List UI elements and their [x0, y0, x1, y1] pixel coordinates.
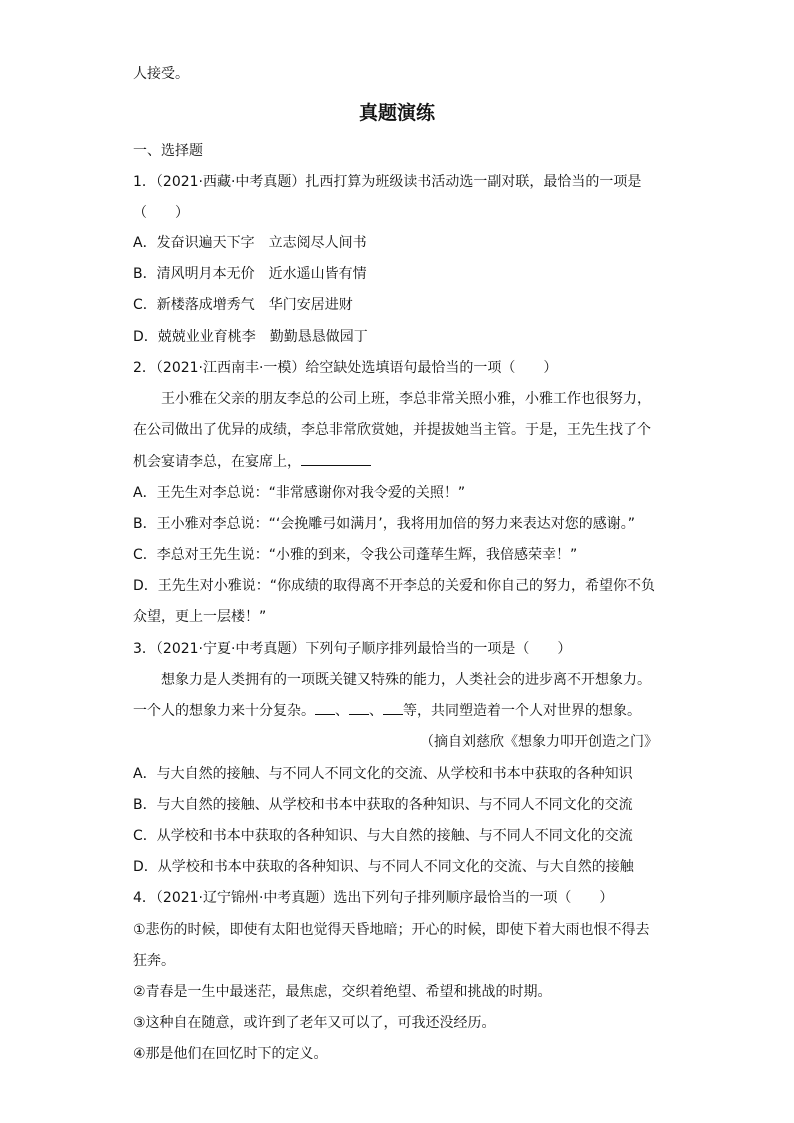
q1-option-b: B．清风明月本无价 近水遥山皆有情 — [133, 266, 367, 282]
section-heading: 一、选择题 — [133, 143, 203, 159]
q2-option-b: B．王小雅对李总说：“‘会挽雕弓如满月’，我将用加倍的努力来表达对您的感谢。” — [133, 516, 636, 532]
q1-option-a: A．发奋识遍天下字 立志阅尽人间书 — [133, 235, 367, 251]
page-title: 真题演练 — [358, 102, 435, 124]
q2-passage-line — [133, 451, 371, 472]
separator: 、 — [335, 703, 349, 719]
q3-stem: 3．（2021·宁夏·中考真题）下列句子顺序排列最恰当的一项是（ ） — [133, 641, 572, 657]
carryover-text: 人接受。 — [133, 66, 189, 82]
q4-item-3: ③这种自在随意，或许到了老年又可以了，可我还没经历。 — [133, 1015, 496, 1031]
q3-option-a: A．与大自然的接触、与不同人不同文化的交流、从学校和书本中获取的各种知识 — [133, 766, 633, 782]
q1-option-c: C．新楼落成增秀气 华门安居进财 — [133, 297, 353, 313]
answer-blank — [349, 701, 369, 715]
q3-passage-text: 一个人的想象力来十分复杂。 — [133, 703, 315, 719]
q1-stem: 1．（2021·西藏·中考真题）扎西打算为班级读书活动选一副对联，最恰当的一项是 — [133, 174, 642, 190]
q2-option-d-cont: 众望，更上一层楼！” — [133, 609, 267, 625]
q2-option-c: C．李总对王先生说：“小雅的到来，令我公司蓬荜生辉，我倍感荣幸！” — [133, 547, 578, 563]
answer-blank — [301, 451, 371, 466]
q1-option-d: D．兢兢业业育桃李 勤勤恳恳做园丁 — [133, 329, 368, 345]
q2-option-a: A．王先生对李总说：“非常感谢你对我令爱的关照！” — [133, 485, 466, 501]
q2-option-d: D．王先生对小雅说：“你成绩的取得离不开李总的关爱和你自己的努力，希望你不负 — [133, 578, 656, 594]
q4-item-4: ④那是他们在回忆时下的定义。 — [133, 1046, 328, 1062]
q2-passage-text: 机会宴请李总，在宴席上， — [133, 454, 301, 470]
q4-item-1-cont: 狂奔。 — [133, 953, 175, 969]
q4-stem: 4．（2021·辽宁锦州·中考真题）选出下列句子排列顺序最恰当的一项（ ） — [133, 890, 614, 906]
q2-passage-line: 在公司做出了优异的成绩，李总非常欣赏她，并提拔她当主管。于是，王先生找了个 — [133, 422, 651, 438]
q3-option-c: C．从学校和书本中获取的各种知识、与大自然的接触、与不同人不同文化的交流 — [133, 828, 633, 844]
q1-paren: （ ） — [133, 205, 189, 221]
q4-item-2: ②青春是一生中最迷茫，最焦虑，交织着绝望、希望和挑战的时期。 — [133, 984, 552, 1000]
answer-blank — [315, 701, 335, 715]
q3-option-d: D．从学校和书本中获取的各种知识、与不同人不同文化的交流、与大自然的接触 — [133, 859, 634, 875]
q2-stem: 2．（2021·江西南丰·一模）给空缺处选填语句最恰当的一项（ ） — [133, 360, 558, 376]
q3-source: （摘自刘慈欣《想象力叩开创造之门》 — [420, 734, 658, 750]
q3-option-b: B．与大自然的接触、从学校和书本中获取的各种知识、与不同人不同文化的交流 — [133, 797, 633, 813]
answer-blank — [383, 701, 403, 715]
q3-passage-line — [133, 701, 641, 721]
q4-item-1: ①悲伤的时候，即使有太阳也觉得天昏地暗；开心的时候，即使下着大雨也恨不得去 — [133, 922, 650, 938]
q3-passage-line: 想象力是人类拥有的一项既关键又特殊的能力，人类社会的进步离不开想象力。 — [161, 672, 651, 688]
separator: 、 — [369, 703, 383, 719]
q2-passage-line: 王小雅在父亲的朋友李总的公司上班，李总非常关照小雅，小雅工作也很努力， — [161, 391, 651, 407]
q3-passage-text: 等，共同塑造着一个人对世界的想象。 — [403, 703, 641, 719]
